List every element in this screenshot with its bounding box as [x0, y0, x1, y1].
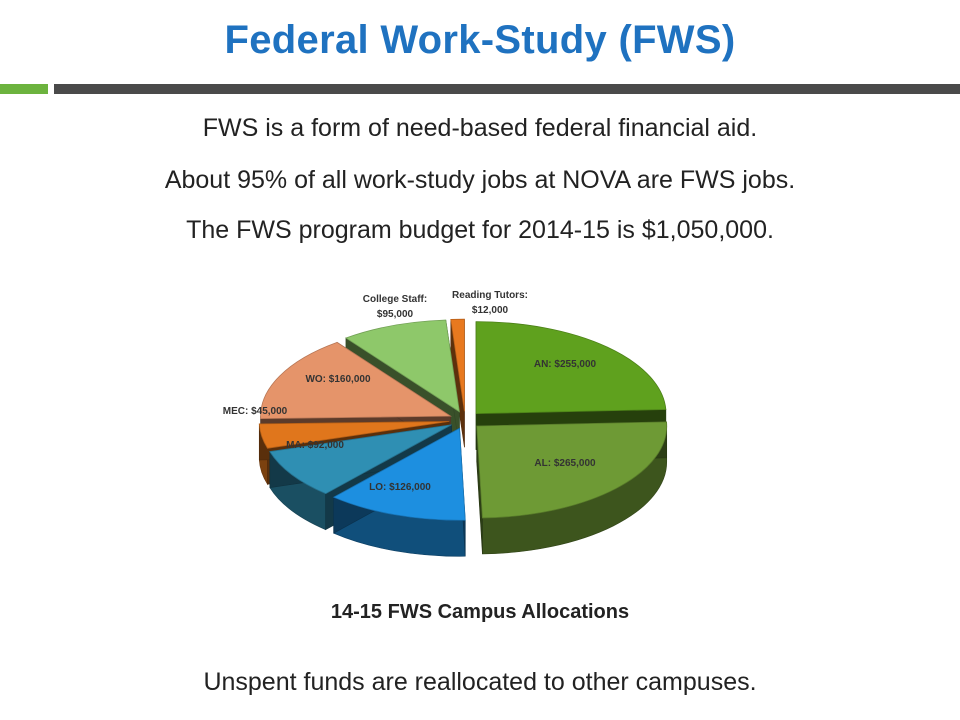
- slice-label-college-staff: College Staff: $95,000: [362, 294, 428, 320]
- slide-title: Federal Work-Study (FWS): [224, 18, 736, 62]
- title-divider: [0, 84, 960, 94]
- bullet-fws-share: About 95% of all work-study jobs at NOVA are FWS jobs.: [164, 166, 796, 194]
- pie-chart: [200, 280, 760, 580]
- slice-label-al: AL: $265,000: [534, 458, 596, 469]
- slice-label-mec: MEC: $45,000: [222, 406, 288, 417]
- slice-label-lo: LO: $126,000: [369, 482, 431, 493]
- pie-slice-al: [477, 422, 667, 554]
- chart-title: 14-15 FWS Campus Allocations: [330, 601, 630, 623]
- slice-label-reading-tutors: Reading Tutors: $12,000: [452, 290, 528, 316]
- slice-label-wo: WO: $160,000: [305, 374, 371, 385]
- title-divider-bar: [54, 84, 960, 94]
- bullet-fws-definition: FWS is a form of need-based federal financial aid.: [202, 114, 758, 142]
- slice-label-an: AN: $255,000: [533, 359, 597, 370]
- slice-label-ma: MA: $92,000: [286, 440, 344, 451]
- title-divider-accent: [0, 84, 48, 94]
- bullet-fws-budget: The FWS program budget for 2014-15 is $1,050,000.: [186, 216, 774, 244]
- footer-note: Unspent funds are reallocated to other campuses.: [203, 668, 757, 696]
